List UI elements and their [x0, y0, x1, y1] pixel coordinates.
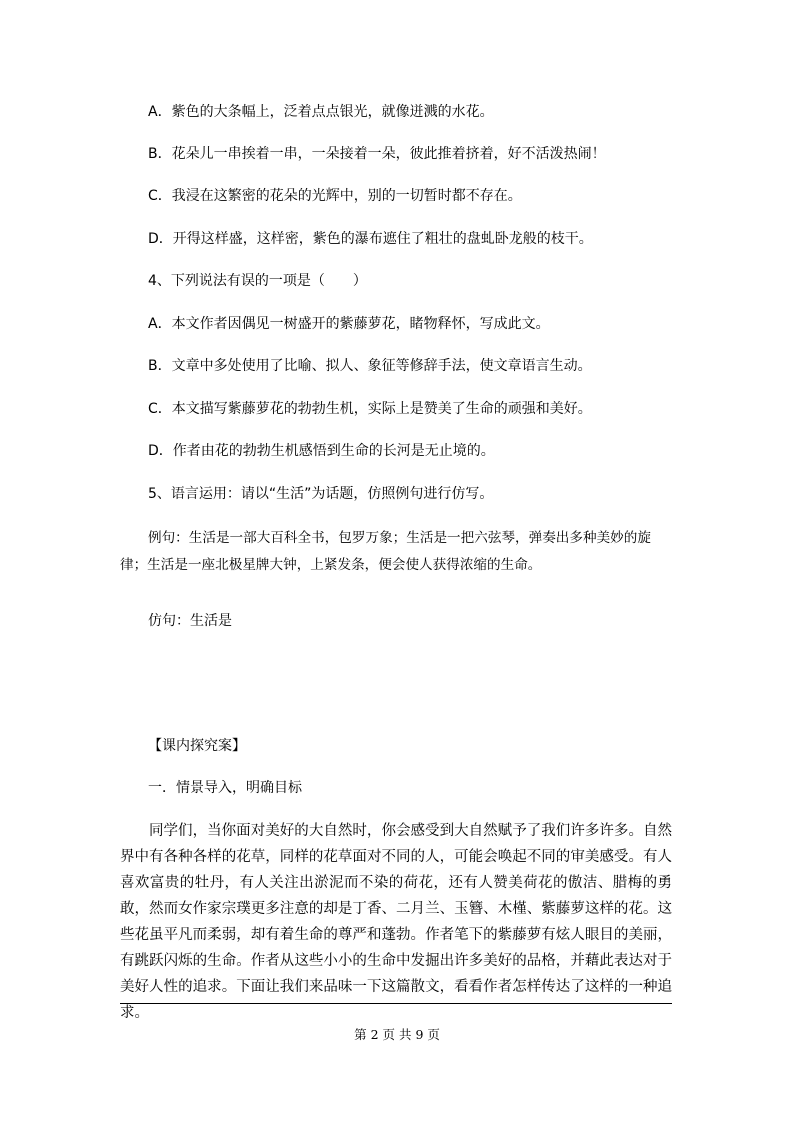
q5-example: 例句：生活是一部大百科全书，包罗万象；生活是一把六弦琴，弹奏出多种美妙的旋律；生活是一座北极星牌大钟，上紧发条，便会使人获得浓缩的生命。 [120, 530, 651, 573]
q3-option-b: B．花朵儿一串挨着一串，一朵接着一朵，彼此推着挤着，好不活泼热闹！ [148, 146, 606, 162]
q5-imitation: 仿句：生活是 [148, 613, 232, 629]
q3-option-a: A．紫色的大条幅上，泛着点点银光，就像迸溅的水花。 [148, 104, 494, 120]
q4-option-d: D．作者由花的勃勃生机感悟到生命的长河是无止境的。 [148, 443, 495, 459]
q4-option-c: C．本文描写紫藤萝花的勃勃生机，实际上是赞美了生命的顽强和美好。 [148, 401, 592, 417]
page-number: 第 2 页 共 9 页 [354, 1027, 440, 1042]
q4-option-b: B．文章中多处使用了比喻、拟人、象征等修辞手法，使文章语言生动。 [148, 358, 592, 374]
q3-option-c: C．我浸在这繁密的花朵的光辉中，别的一切暂时都不存在。 [148, 188, 522, 204]
q5-stem: 5、语言运用：请以“生活”为话题，仿照例句进行仿写。 [148, 486, 494, 502]
intro-paragraph: 同学们，当你面对美好的大自然时，你会感受到大自然赋予了我们许多许多。自然界中有各种各样的花草，同样的花草面对不同的人，可能会唤起不同的审美感受。有人喜欢富贵的牡丹，有人关注出淤泥而不染的荷花，还有人赞美荷花的傲洁、腊梅的勇敢，然而女作家宗璞更多注意的却是丁香、二月兰、玉簪、木槿、紫藤萝这样的花。这些花虽平凡而柔弱，却有着生命的尊严和蓬勃。作者笔下的紫藤萝有炫人眼目的美丽，有跳跃闪烁的生命。作者从这些小小的生命中发掘出许多美好的品格，并藉此表达对于美好人性的追求。下面让我们来品味一下这篇散文，看看作者怎样传达了这样的一种追求。 [120, 823, 672, 1021]
q3-option-d: D．开得这样盛，这样密，紫色的瀑布遮住了粗壮的盘虬卧龙般的枝干。 [148, 231, 593, 247]
q4-stem: 4、下列说法有误的一项是（ ） [148, 273, 367, 289]
footer-divider [120, 1003, 672, 1004]
q4-option-a: A．本文作者因偶见一树盛开的紫藤萝花，睹物释怀，写成此文。 [148, 316, 550, 332]
section-title: 【课内探究案】 [148, 738, 246, 754]
section-subtitle: 一．情景导入，明确目标 [148, 780, 302, 796]
